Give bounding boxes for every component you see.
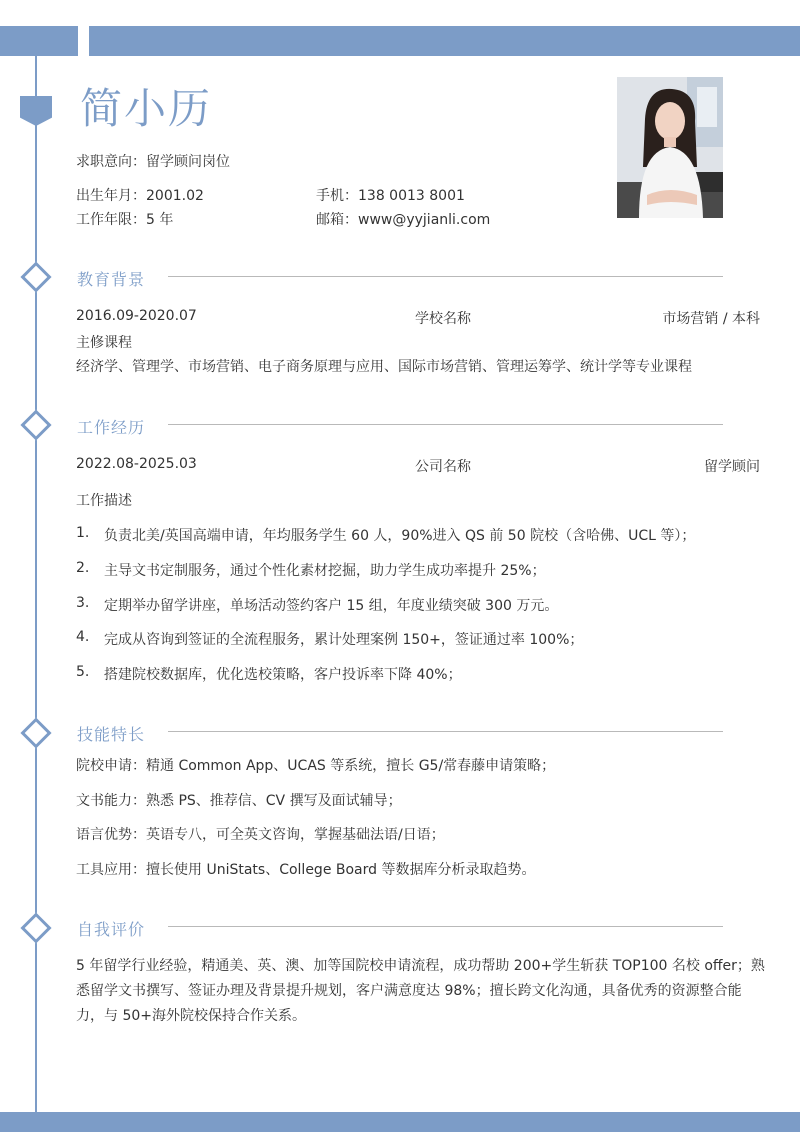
courses: 经济学、管理学、市场营销、电子商务原理与应用、国际市场营销、管理运筹学、统计学等专业课程 — [76, 359, 692, 375]
list-item: 3. 定期举办留学讲座，单场活动签约客户 15 组，年度业绩突破 300 万元。 — [76, 595, 559, 614]
job-intent: 求职意向：留学顾问岗位 — [76, 154, 230, 170]
work-title: 工作经历 — [77, 418, 146, 437]
list-item: 2. 主导文书定制服务，通过个性化素材挖掘，助力学生成功率提升 25%； — [76, 560, 546, 579]
section-diamond-icon — [20, 717, 51, 748]
email: 邮箱：www@yyjianli.com — [316, 212, 491, 228]
phone: 手机：138 0013 8001 — [316, 188, 465, 204]
major: 市场营销 / 本科 — [662, 311, 760, 327]
work-years: 工作年限：5 年 — [76, 212, 174, 228]
job-role: 留学顾问 — [704, 459, 760, 475]
skill-item: 语言优势：英语专八，可全英文咨询，掌握基础法语/日语； — [76, 827, 445, 843]
skills-title: 技能特长 — [77, 725, 146, 744]
list-item: 1. 负责北美/英国高端申请，年均服务学生 60 人，90%进入 QS 前 50 院校（含哈佛、UCL 等）； — [76, 525, 696, 544]
education-title: 教育背景 — [77, 270, 146, 289]
work-date: 2022.08-2025.03 — [76, 456, 197, 472]
school-name: 学校名称 — [415, 311, 471, 327]
self-title: 自我评价 — [77, 920, 146, 939]
section-divider — [168, 731, 723, 732]
profile-photo — [617, 77, 723, 218]
section-divider — [168, 424, 723, 425]
work-desc-label: 工作描述 — [76, 493, 132, 509]
courses-label: 主修课程 — [76, 335, 132, 351]
top-bar-left — [0, 26, 78, 56]
resume-name: 简小历 — [80, 84, 213, 133]
list-item: 5. 搭建院校数据库，优化选校策略，客户投诉率下降 40%； — [76, 664, 462, 683]
skill-item: 文书能力：熟悉 PS、推荐信、CV 撰写及面试辅导； — [76, 793, 402, 809]
section-diamond-icon — [20, 261, 51, 292]
birth-date: 出生年月：2001.02 — [76, 188, 204, 204]
timeline-line — [35, 56, 37, 1112]
bottom-bar — [0, 1112, 800, 1132]
bookmark-flag-icon — [20, 96, 52, 126]
self-evaluation: 5 年留学行业经验，精通美、英、澳、加等国院校申请流程，成功帮助 200+学生斩获 TOP100 名校 offer；熟悉留学文书撰写、签证办理及背景提升规划，客户满意度达 98%；擅长跨文化沟通，具备优秀的资源整合能力，与 50+海外院校保持合作关系。 — [76, 958, 765, 1024]
section-diamond-icon — [20, 409, 51, 440]
education-row — [76, 308, 760, 328]
work-row — [76, 456, 760, 476]
person-photo-icon — [617, 77, 723, 218]
company-name: 公司名称 — [415, 459, 471, 475]
top-bar-right — [89, 26, 800, 56]
list-item: 4. 完成从咨询到签证的全流程服务，累计处理案例 150+，签证通过率 100%； — [76, 629, 584, 648]
skill-item: 工具应用：擅长使用 UniStats、College Board 等数据库分析录取趋势。 — [76, 862, 536, 878]
section-divider — [168, 926, 723, 927]
section-diamond-icon — [20, 912, 51, 943]
skill-item: 院校申请：精通 Common App、UCAS 等系统，擅长 G5/常春藤申请策略； — [76, 758, 556, 774]
education-date: 2016.09-2020.07 — [76, 308, 197, 324]
section-divider — [168, 276, 723, 277]
